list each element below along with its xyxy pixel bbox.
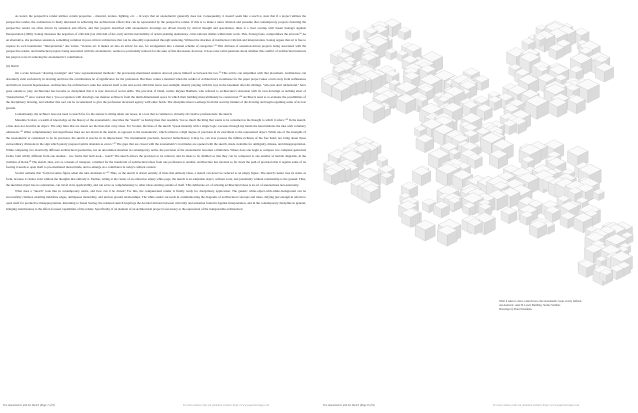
paragraph: Contentiously, the architect does not need to search far, for the answer is sitting under our noses, in a tool that is common to virtually all creative professionals: the sketch. <box>15 112 233 117</box>
section-heading: (ii) Sketch <box>6 63 20 68</box>
caption-line: Drawings by Peter Eisenman. <box>499 308 533 312</box>
right-page <box>320 0 638 413</box>
footer-link[interactable]: For more entries visit our printable website: https://www.paperdrawings.com <box>183 404 270 407</box>
left-footer <box>3 403 316 408</box>
footer-title: The Axonometric and the Sketch (Page 7 of 8) <box>3 404 55 407</box>
right-footer <box>323 403 634 408</box>
paragraph: Massimo Scolari, a wealth of knowledge on the history of the axonometric, describes the "sketch" as having lines that resemble "not so much the thing that wants to be contained as the thought to which it refers."¹⁵ In the sketch, a line does not describe an object. The only lines that are drawn are the lines that carry ideas. For Scolari, the lines of the sketch "speak instantly with a single logic, because through my hands the hand imitates the idea with voluntary omissions."¹⁶ Other complementary and superfluous lines are not drawn in the sketch, as opposed to the axonometric, which achieves a high degree of precision in its exactitude to the represented object. While one of the strengths of the axonometric is considered to be its precision, the sketch is precise in its imprecision: "No instrumental precision, however hallucinatory it may be, can ever possess the infinite richness of the free hand, nor bring about those extraordinary divisions in the sign which purely prepared spirits abandon as errors."¹⁷ The gaps that are closed with the axonometric's tractitudes are opened with the sketch, made available for ambiguity, misuse, and misappropriation. While comparing two drastically different architectural geometries, not an uncommon situation in contemporary terms, the precision of the axonometric becomes a limitation. Where does one begin to compare two computer-generated forms, both wildly different from one another... two forms that both look... weird? The sketch allows the precision to be reduced, and its ideas to be distilled so that they can be compared to one another as mobile diagrams, in the tradition of Rossi.¹⁸ The sketch, thus, acts as a means of transport, a method for the transferral of architectural ideas from one profession to another. Architecture has traveled so far down the path of precision that it regains some of its footing it needs to open itself to pre-meditated inexactitude, and re-emerge as a contributor in today's cultural context. <box>6 118 306 170</box>
paragraph: Scolari remarks that "form becomes figure when the idea abandons it."¹⁹ Thus, as the sketch is drawn entirely of lines that embody ideas, a sketch can never be reduced to an empty figure. The sketch cannot lose its status as form, because it cannot exist without the thoughts that embody it. Further, sitting at the center of an otherwise empty white page, the sketch is an adaptable object, without scale, and potentially without relationship to the ground. Thus, the sketched object has no orientation, can travel in its applicability, and can serve as complementary to other ideas existing outside of itself. This deliberate act of relaxing architectural ideas is an act of autonomous non-autonomy. <box>6 171 306 188</box>
footer-title: The Axonometric and the Sketch (Page 8 of 8) <box>323 404 375 407</box>
cube-shape <box>501 207 517 224</box>
caption-line: Axonometric. Alex B. Lewis Building. Studio Vollmer. <box>499 304 561 308</box>
left-text-column <box>6 14 306 213</box>
paragraph: On a scale between "drawing nostalgia" and "new representational methods," the previously-mentioned Andrew Atwood places himself as between the two.¹² This article can empathize with that placement. Architecture can absolutely exist exclusively in drawing and have the contributions be of significance for the profession. But there comes a moment when the soldier of architecture's storehouse for the paper project takes a turn away from selflessness and harbors towards hopelessness. Architecture-for-architecture's sake has reduced itself to the anti-social child that never sees sunlight, silently playing with his toys in the basement after his siblings, "who just don't understand," have gone outside to play. Architecture has become so disciplined that it is now devoid of social skills. The practical, if bland, realist, Reyner Banham, who referred to architecture's obsession with its own drawings as nothing short of "masturbation,"¹³ once warned that a "pre-occupation with drawings can insulate architects from the multi-dimensional space in which their building must ultimately be constructed."¹⁴ Architects need to re-evaluate the possibilities of the disciplinary drawing, and whether this tool can be reconsidered to give the profession increased agency with other fields. The discipline must re-emerge from the security blanket of the drawing and begin regaining some of its lost ground. <box>6 70 306 111</box>
footer-link[interactable]: For more entries visit our printable website: https://www.paperdrawings.com <box>493 404 580 407</box>
figure-caption <box>499 300 599 312</box>
cube-aggregation-illustration <box>320 0 638 300</box>
cube-shape <box>346 27 360 41</box>
paragraph: What does a "sketch" look like in contemporary terms, and how can it be drawn? For this, the computerized render is finally ready for disciplinary application. The generic white-object-with-white-background can be successfully claimed, enabling indefinite edges, ambiguous materiality, and unclear ground relationships. The white render succeeds in communicating the diagrams of architectural concepts and ideas, defying just enough in reform to open itself for productive misappropriation. Returning to Susan Sontag, the rendered sketch leapfrogs the decided division between criticality and sensation found in Against Interpretation, and in the contemporary discipline in general, bringing attentiveness to the affect-focused capabilities of the render. Specifically, if an element of an architectural project is necessary to the expression of the transportable architectural <box>6 189 306 211</box>
paragraph: As noted, the perspective render utilizes certain properties – material, texture, lighting, etc. – in ways that an axonometric generally does not. Consequently, it doesn't seem like a reach to state that if a project utilizes the perspective render, the architecture is likely interested in achieving the architectural effects that can be represented by the perspective render. If this is to make a naive division and presume that contemporary projects featuring the perspective render are often driven by sensation and effects, and that projects described with axonometric drawings are driven mostly by critical thought and speculation, there is a clear overlap with Susan Sontag's Against Interpretation (1966). Sontag discusses the negatives of criticism (via criticism of her own) and the inevitability of artists planting elementary, critic-tailored riddles within their work. This, Sontag feels, compromises the artwork.¹⁰ As an alternative, she promotes sensation, something common in post-critical architecture that can be smoothly represented through rendering. Without the shackles of intellectual criticism and interpretation, Sontag argues that art is free to explore its own boundaries: "Interpretation," she writes, "violates art. It makes art into an article for use, for arrangement into a mental scheme of categories."¹¹ This division of sensation-driven projects being associated with the perspective render, and intellectual projects being associated with the axonometric, seems too profoundly reduced for the sake of this discussion, however, it does raise valid questions about whether this conflict of architectural interests has played a role in reducing the axonometric's contribution. <box>6 14 306 60</box>
caption-line: What it takes to draw a sketch now, the axonometric looks overly defined. <box>499 300 582 303</box>
